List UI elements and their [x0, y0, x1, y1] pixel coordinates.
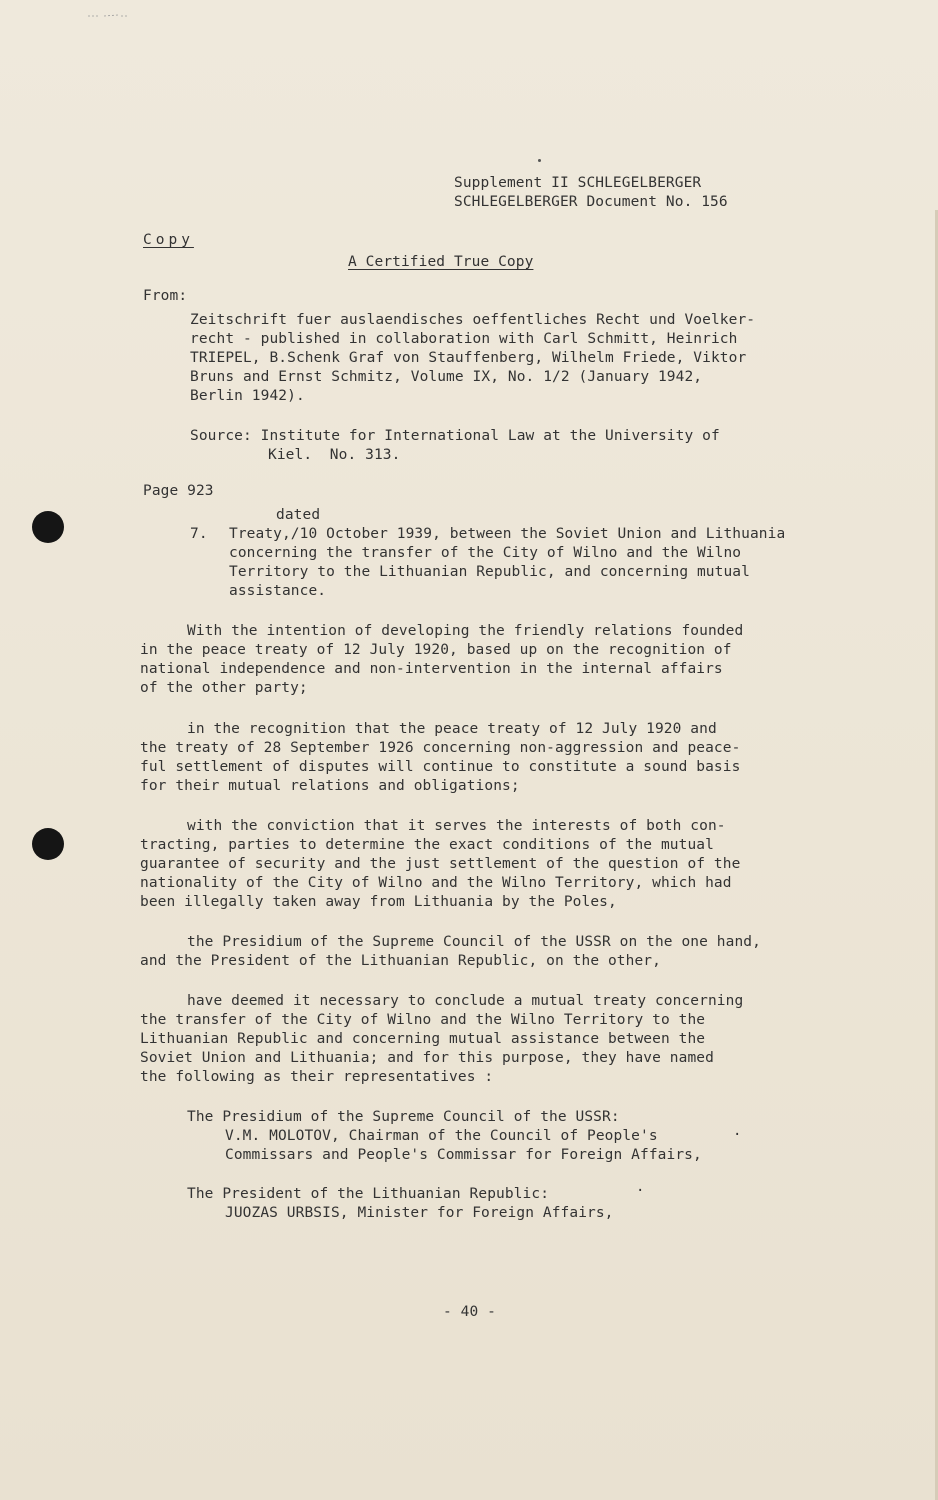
- punch-hole-bottom: [32, 828, 64, 860]
- paragraph-line: in the peace treaty of 12 July 1920, based up on the recognition of: [140, 642, 732, 658]
- paragraph-line: with the conviction that it serves the interests of both con-: [187, 818, 726, 834]
- header-document-number: SCHLEGELBERGER Document No. 156: [454, 194, 728, 210]
- source-line: Kiel. No. 313.: [268, 447, 401, 463]
- paragraph-line: Lithuanian Republic and concerning mutual assistance between the: [140, 1031, 706, 1047]
- copy-label: Copy: [143, 232, 194, 248]
- paragraph-line: Soviet Union and Lithuania; and for this purpose, they have named: [140, 1050, 714, 1066]
- representative-line: Commissars and People's Commissar for Foreign Affairs,: [225, 1147, 702, 1163]
- paragraph-line: in the recognition that the peace treaty of 12 July 1920 and: [187, 721, 717, 737]
- from-line: Bruns and Ernst Schmitz, Volume IX, No. 1/2 (January 1942,: [190, 369, 703, 385]
- from-line: recht - published in collaboration with Carl Schmitt, Heinrich: [190, 331, 738, 347]
- source-line: Source: Institute for International Law at the University of: [190, 428, 720, 444]
- certified-title: A Certified True Copy: [348, 254, 534, 270]
- paragraph-line: With the intention of developing the friendly relations founded: [187, 623, 744, 639]
- paragraph-line: the transfer of the City of Wilno and the Wilno Territory to the: [140, 1012, 706, 1028]
- paragraph-line: and the President of the Lithuanian Republic, on the other,: [140, 953, 661, 969]
- margin-tick-mark: ·: [636, 1183, 645, 1199]
- from-line: TRIEPEL, B.Schenk Graf von Stauffenberg, Wilhelm Friede, Viktor: [190, 350, 747, 366]
- item-line: assistance.: [229, 583, 327, 599]
- item-line: Territory to the Lithuanian Republic, and concerning mutual: [229, 564, 750, 580]
- header-supplement-line: Supplement II SCHLEGELBERGER: [454, 175, 702, 191]
- paragraph-line: the following as their representatives :: [140, 1069, 494, 1085]
- representative-party: The Presidium of the Supreme Council of the USSR:: [187, 1109, 620, 1125]
- from-line: Zeitschrift fuer auslaendisches oeffentliches Recht und Voelker-: [190, 312, 756, 328]
- paragraph-line: the Presidium of the Supreme Council of the USSR on the one hand,: [187, 934, 761, 950]
- from-label: From:: [143, 288, 188, 304]
- paragraph-line: national independence and non-intervention in the internal affairs: [140, 661, 723, 677]
- paragraph-line: guarantee of security and the just settlement of the question of the: [140, 856, 741, 872]
- page-number: - 40 -: [443, 1304, 496, 1320]
- page-reference: Page 923: [143, 483, 214, 499]
- dated-insertion: dated: [276, 507, 321, 523]
- paragraph-line: of the other party;: [140, 680, 308, 696]
- representative-line: V.M. MOLOTOV, Chairman of the Council of People's: [225, 1128, 658, 1144]
- margin-tick-mark: ·: [733, 1127, 742, 1143]
- paragraph-line: ful settlement of disputes will continue to constitute a sound basis: [140, 759, 741, 775]
- item-number: 7.: [190, 526, 208, 542]
- item-line: Treaty,/10 October 1939, between the Soviet Union and Lithuania: [229, 526, 786, 542]
- paragraph-line: the treaty of 28 September 1926 concerning non-aggression and peace-: [140, 740, 741, 756]
- paragraph-line: been illegally taken away from Lithuania by the Poles,: [140, 894, 617, 910]
- paragraph-line: tracting, parties to determine the exact conditions of the mutual: [140, 837, 714, 853]
- corner-pencil-mark: [88, 14, 128, 18]
- ink-dot: [538, 159, 541, 162]
- paragraph-line: nationality of the City of Wilno and the Wilno Territory, which had: [140, 875, 732, 891]
- paragraph-line: for their mutual relations and obligations;: [140, 778, 520, 794]
- punch-hole-top: [32, 511, 64, 543]
- paragraph-line: have deemed it necessary to conclude a mutual treaty concerning: [187, 993, 744, 1009]
- item-line: concerning the transfer of the City of Wilno and the Wilno: [229, 545, 742, 561]
- from-line: Berlin 1942).: [190, 388, 305, 404]
- representative-line: JUOZAS URBSIS, Minister for Foreign Affairs,: [225, 1205, 614, 1221]
- representative-party: The President of the Lithuanian Republic:: [187, 1186, 550, 1202]
